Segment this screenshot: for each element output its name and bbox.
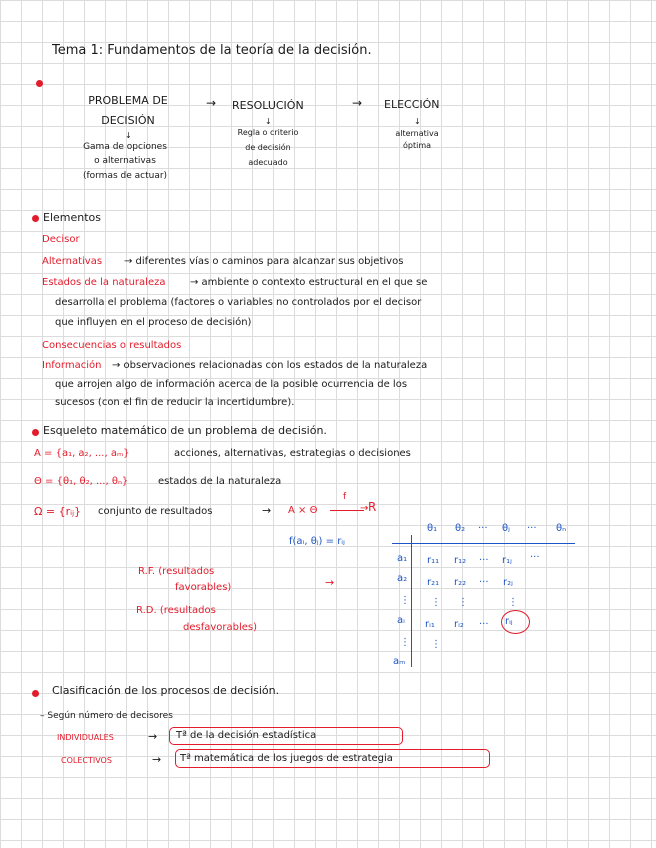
flow-alt-l2: óptima <box>402 141 432 150</box>
bullet-dot <box>32 215 39 222</box>
individuales-box-text: Tª de la decisión estadística <box>176 730 317 741</box>
function-definition: f(aᵢ, θⱼ) = rᵢⱼ <box>289 536 345 547</box>
def-estados-3: que influyen en el proceso de decisión) <box>55 317 252 328</box>
map-arrow: → <box>262 504 272 517</box>
matrix-cell: rᵢ₁ <box>425 619 435 630</box>
flow-gama-l3: (formas de actuar) <box>82 171 168 181</box>
term-informacion: Información <box>42 360 102 371</box>
matrix-col-header: ··· <box>478 523 488 534</box>
flow-gama-l2: o alternativas <box>94 156 156 166</box>
term-decisor: Decisor <box>42 234 80 245</box>
matrix-row-header: ⋮ <box>400 637 410 648</box>
term-consecuencias: Consecuencias o resultados <box>42 340 182 351</box>
flow-arrow-1: → <box>206 96 217 110</box>
flow-regla-l3: adecuado <box>248 158 288 167</box>
flow-down-arrow-1: ↓ <box>125 131 132 140</box>
rf-arrow: → <box>325 576 335 589</box>
term-estados: Estados de la naturaleza <box>42 277 166 288</box>
matrix-cell: ··· <box>479 555 489 566</box>
colectivos-box-text: Tª matemática de los juegos de estrategia <box>180 753 393 764</box>
flow-regla-l1: Regla o criterio <box>237 128 299 137</box>
def-estados-2: desarrolla el problema (factores o variables no controlados por el decisor <box>55 297 422 308</box>
matrix-cell: ··· <box>479 619 489 630</box>
set-theta-desc: estados de la naturaleza <box>158 476 282 487</box>
flow-regla-l2: de decisión <box>245 143 291 152</box>
matrix-cell: ··· <box>479 577 489 588</box>
bullet-dot <box>32 429 39 436</box>
def-estados-1: → ambiente o contexto estructural en el que se <box>190 277 428 288</box>
esqueleto-heading: Esqueleto matemático de un problema de decisión. <box>43 424 327 437</box>
def-informacion-2: que arrojen algo de información acerca de la posible ocurrencia de los <box>55 379 408 390</box>
colectivos-arrow: → <box>152 753 162 766</box>
rd-label-1: R.D. (resultados <box>136 605 216 616</box>
flow-arrow-2: → <box>352 96 363 110</box>
matrix-vdots: ⋮ <box>508 597 518 608</box>
matrix-col-header: θ₁ <box>427 523 438 534</box>
function-arrow-line <box>330 510 364 511</box>
set-a: A = {a₁, a₂, ..., aₘ} <box>34 448 130 459</box>
matrix-cell: r₁₂ <box>454 555 467 566</box>
matrix-cell: ··· <box>530 552 540 563</box>
term-alternativas: Alternativas <box>42 256 103 267</box>
page-title: Tema 1: Fundamentos de la teoría de la decisión. <box>52 43 372 58</box>
matrix-row-header: aₘ <box>393 656 406 667</box>
matrix-col-header: θⱼ <box>502 523 510 534</box>
function-f: f <box>343 492 347 502</box>
flow-problema-l1: PROBLEMA DE <box>88 94 168 107</box>
elementos-heading: Elementos <box>43 211 102 224</box>
matrix-cell: r₂₁ <box>427 577 440 588</box>
matrix-col-header: ··· <box>527 523 537 534</box>
matrix-row-header: aᵢ <box>397 615 405 626</box>
segun-numero: – Según número de decisores <box>40 711 173 721</box>
matrix-col-header: θ₂ <box>455 523 466 534</box>
matrix-row-header: a₁ <box>397 553 408 564</box>
matrix-cell: r₁ⱼ <box>502 555 512 566</box>
def-alternativas: → diferentes vías o caminos para alcanzar sus objetivos <box>124 256 404 267</box>
matrix-cell: rᵢ₂ <box>454 619 464 630</box>
matrix-col-header: θₙ <box>556 523 567 534</box>
flow-down-arrow-3: ↓ <box>414 117 421 126</box>
matrix-vdots: ⋮ <box>431 597 441 608</box>
rd-label-2: desfavorables) <box>183 622 258 633</box>
matrix-row-header: ⋮ <box>400 595 410 606</box>
rf-label-1: R.F. (resultados <box>138 566 215 577</box>
flow-resolucion: RESOLUCIÓN <box>232 99 304 112</box>
rf-label-2: favorables) <box>175 582 232 593</box>
bullet-dot <box>32 690 39 697</box>
matrix-cell-highlighted: rᵢⱼ <box>505 616 513 627</box>
def-informacion-3: sucesos (con el fin de reducir la incertidumbre). <box>55 397 295 408</box>
clasificacion-heading: Clasificación de los procesos de decisión. <box>52 684 280 697</box>
set-omega-desc: conjunto de resultados <box>98 506 213 517</box>
individuales-label: INDIVIDUALES <box>57 733 114 742</box>
flow-eleccion: ELECCIÓN <box>384 98 440 111</box>
arrow-head: → <box>360 503 369 514</box>
matrix-row-header: a₂ <box>397 573 408 584</box>
flow-gama-l1: Gama de opciones <box>83 142 167 152</box>
matrix-cell: r₂ⱼ <box>503 577 513 588</box>
matrix-vdots: ⋮ <box>458 597 468 608</box>
flow-down-arrow-2: ↓ <box>265 117 272 126</box>
set-omega: Ω = {rᵢⱼ} <box>34 505 82 518</box>
set-a-desc: acciones, alternativas, estrategias o decisiones <box>174 448 411 459</box>
product-set: A × Θ <box>288 505 318 516</box>
bullet-dot <box>36 80 43 87</box>
matrix-cell: r₂₂ <box>454 577 467 588</box>
matrix-vdots: ⋮ <box>431 639 441 650</box>
matrix-cell: r₁₁ <box>427 555 440 566</box>
flow-problema-l2: DECISIÓN <box>101 114 155 127</box>
individuales-arrow: → <box>148 730 158 743</box>
def-informacion-1: → observaciones relacionadas con los estados de la naturaleza <box>112 360 428 371</box>
flow-alt-l1: alternativa <box>395 129 439 138</box>
codomain-r: R <box>368 500 377 514</box>
matrix-top-rule <box>392 543 575 544</box>
matrix-highlight-circle <box>501 610 530 634</box>
colectivos-label: COLECTIVOS <box>61 756 112 765</box>
matrix-left-rule <box>411 535 412 667</box>
set-theta: Θ = {θ₁, θ₂, ..., θₙ} <box>34 476 129 487</box>
